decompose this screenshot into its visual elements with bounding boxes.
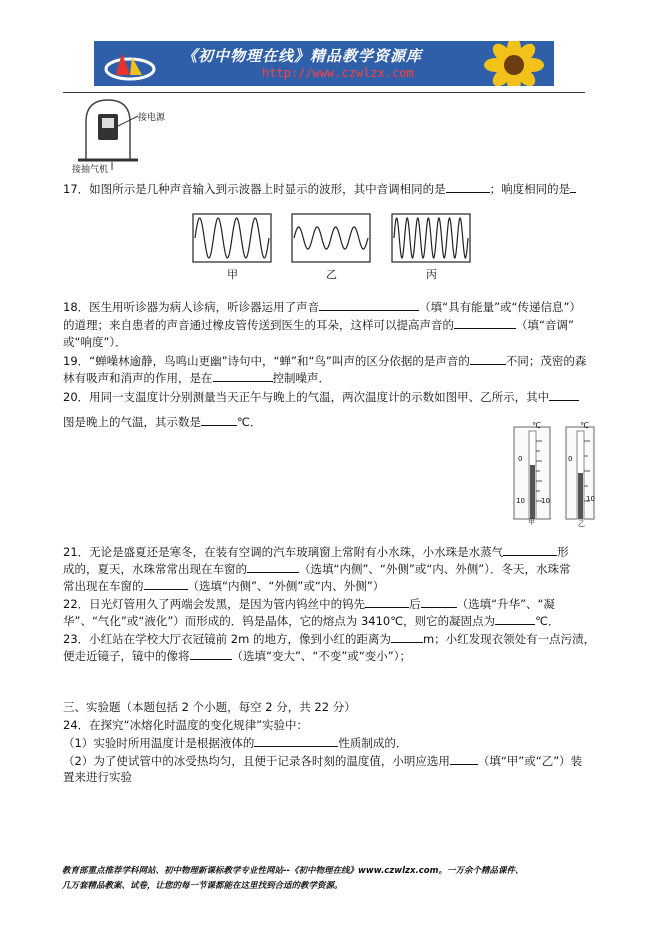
q23-line-2: 便走近镜子，镜中的像将 （选填“变大”、“不变”或“变小”）； [63,649,411,663]
q24-line-2: （1）实验时所用温度计是根据液体的 性质制成的． [63,736,408,750]
q24-line-3: （2）为了使试管中的冰受热均匀，且便于记录各时刻的温度值，小明应选用 （填“甲”或“乙”）装 [63,754,583,768]
wave-bing [394,218,468,258]
q21-line-3: 常出现在车窗的 （选填“内侧”、“外侧”或“内、外侧”） [63,579,385,593]
section3-title: 三、实验题（本题包括 2 个小题，每空 2 分，共 22 分） [63,700,356,714]
unit-jia: ℃ [532,421,541,430]
q17-line: 17．如图所示是几种声音输入到示波器上时显示的波形，其中音调相同的是 ；响度相同的是 [63,181,576,196]
wave-yi [294,227,368,249]
thermometer-figure [508,421,598,531]
wave-label-jia: 甲 [227,268,238,281]
unit-yi: ℃ [580,421,589,430]
tick-jia-10-left: 10 [516,497,525,505]
banner-title: 《初中物理在线》精品教学资源库 [182,47,423,65]
waveform-figure [192,213,472,265]
label-yi: 乙 [578,520,585,528]
wave-label-bing: 丙 [426,268,437,281]
q22-line-2: 华”、“气化”或“液化”）而形成的．钨是晶体，它的熔点为 3410℃，则它的凝固点为 ℃． [63,614,560,628]
q20-line-1: 20．用同一支温度计分别测量当天正午与晚上的气温，两次温度计的示数如图甲、乙所示，其中 [63,389,579,404]
q24-line-4: 置来进行实验 [63,770,132,784]
header-banner [94,41,554,86]
thermometer-icon [508,421,598,531]
q20-line-2: 图是晚上的气温，其示数是 ℃． [63,415,262,429]
label-power: 接电源 [138,113,166,123]
q22-line-1: 22．日光灯管用久了两端会发黑，是因为管内钨丝中的钨先 后 （选填“升华”、“凝 [63,597,556,611]
header-rule [63,92,585,93]
q19-line-2: 林有吸声和消声的作用，是在 控制噪声． [63,371,330,385]
tick-jia-0: 0 [518,455,523,463]
q21-line-2: 成的，夏天，水珠常常出现在车窗的 （选填“内侧”、“外侧”或“内、外侧”）．冬天，水珠常 [63,562,571,576]
logo-icon [102,45,172,83]
footer-line-1: 教育部重点推荐学科网站、初中物理新课标教学专业性网站--《初中物理在线》www.czwlzx.com。一万余个精品课件、 [62,866,524,876]
q18-line-1: 18．医生用听诊器为病人诊病，听诊器运用了声音 （填“具有能量”或“传递信息”） [63,300,581,314]
bell-jar-figure [72,96,182,176]
wave-label-yi: 乙 [326,268,337,281]
tick-jia-10-right: 10 [541,497,550,505]
label-pump: 接抽气机 [72,165,109,175]
sunflower-icon [474,41,554,86]
label-jia: 甲 [528,518,535,526]
tick-yi-0: 0 [568,455,573,463]
q24-line-1: 24．在探究“冰熔化时温度的变化规律”实验中： [63,718,309,732]
tick-yi-10: 10 [586,495,595,503]
q18-line-2: 的道理；来自患者的声音通过橡皮管传送到医生的耳朵，这样可以提高声音的 （填“音调” [63,318,574,332]
banner-url: http://www.czwlzx.com [262,66,414,80]
footer-line-2: 几万套精品教案、试卷，让您的每一节课都能在这里找到合适的教学资源。 [62,881,343,891]
q21-line-1: 21．无论是盛夏还是寒冬，在装有空调的汽车玻璃窗上常附有小水珠，小水珠是水蒸气 形 [63,545,569,559]
q23-line-1: 23．小红站在学校大厅衣冠镜前 2m 的地方，像到小红的距离为 m；小红发现衣领处有一点污渍， [63,632,596,646]
wave-jia [195,218,269,258]
q18-line-3: 或“响度”）． [63,335,127,349]
q19-line-1: 19．“蝉噪林逾静，鸟鸣山更幽”诗句中，“蝉”和“鸟”叫声的区分依据的是声音的 不同；茂密的森 [63,354,587,368]
